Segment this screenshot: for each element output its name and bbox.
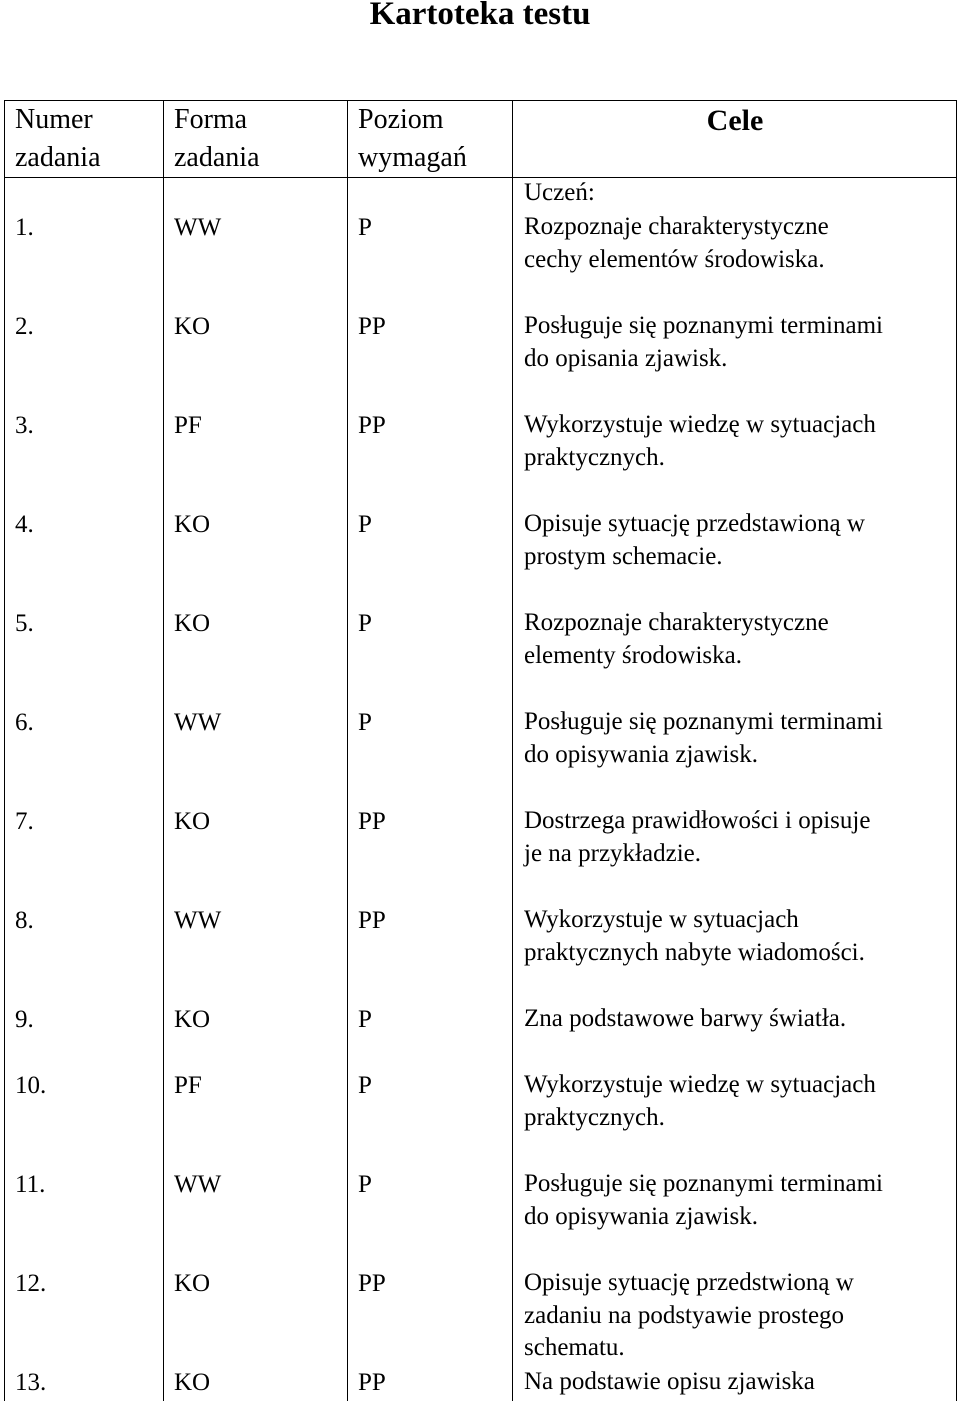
task-form: WW	[174, 214, 222, 241]
task-number: 11.	[15, 1171, 46, 1198]
task-level: PP	[358, 412, 386, 439]
task-number: 3.	[15, 412, 34, 439]
task-goal: Rozpoznaje charakterystyczne cechy elementów środowiska.	[524, 213, 829, 273]
header-numer: Numer zadania	[15, 104, 101, 173]
task-level: PP	[358, 808, 386, 835]
task-level: PP	[358, 907, 386, 934]
task-goal: Opisuje sytuację przedstwioną w zadaniu na podstyawie prostego schematu.	[524, 1269, 854, 1361]
task-form: KO	[174, 1270, 211, 1297]
task-number: 13.	[15, 1369, 47, 1396]
task-form: WW	[174, 709, 222, 736]
task-form: KO	[174, 1006, 211, 1033]
task-goal: Posługuje się poznanymi terminami do opisania zjawisk.	[524, 312, 883, 372]
task-form: PF	[174, 412, 202, 439]
task-form: WW	[174, 907, 222, 934]
task-number: 7.	[15, 808, 34, 835]
task-level: P	[358, 610, 372, 637]
column-divider-1	[163, 100, 164, 1401]
task-level: P	[358, 1171, 372, 1198]
task-goal: Rozpoznaje charakterystyczne elementy środowiska.	[524, 609, 829, 669]
task-form: KO	[174, 511, 211, 538]
task-level: PP	[358, 1270, 386, 1297]
column-divider-2	[347, 100, 348, 1401]
task-goal: Dostrzega prawidłowości i opisuje je na przykładzie.	[524, 807, 871, 867]
task-form: KO	[174, 313, 211, 340]
task-goal: Na podstawie opisu zjawiska	[524, 1368, 815, 1395]
task-number: 12.	[15, 1270, 47, 1297]
task-number: 5.	[15, 610, 34, 637]
table-border-left	[4, 100, 5, 1401]
task-level: PP	[358, 313, 386, 340]
task-number: 9.	[15, 1006, 34, 1033]
task-level: P	[358, 511, 372, 538]
task-number: 2.	[15, 313, 34, 340]
task-number: 4.	[15, 511, 34, 538]
task-number: 6.	[15, 709, 34, 736]
task-form: KO	[174, 610, 211, 637]
task-goal: Opisuje sytuację przedstawioną w prostym schemacie.	[524, 510, 865, 570]
task-form: WW	[174, 1171, 222, 1198]
task-level: P	[358, 214, 372, 241]
task-number: 10.	[15, 1072, 47, 1099]
task-level: P	[358, 709, 372, 736]
task-goal: Wykorzystuje wiedzę w sytuacjach praktycznych.	[524, 411, 876, 471]
page-title: Kartoteka testu	[369, 0, 591, 32]
task-level: P	[358, 1072, 372, 1099]
task-goal: Wykorzystuje wiedzę w sytuacjach praktycznych.	[524, 1071, 876, 1131]
task-number: 8.	[15, 907, 34, 934]
goals-intro: Uczeń:	[524, 179, 595, 206]
task-goal: Posługuje się poznanymi terminami do opisywania zjawisk.	[524, 1170, 883, 1230]
task-number: 1.	[15, 214, 34, 241]
table-border-right	[956, 100, 957, 1401]
column-divider-3	[512, 100, 513, 1401]
task-goal: Wykorzystuje w sytuacjach praktycznych nabyte wiadomości.	[524, 906, 865, 966]
task-goal: Posługuje się poznanymi terminami do opisywania zjawisk.	[524, 708, 883, 768]
task-goal: Zna podstawowe barwy światła.	[524, 1005, 847, 1032]
task-form: KO	[174, 1369, 211, 1396]
task-form: PF	[174, 1072, 202, 1099]
header-poziom: Poziom wymagań	[358, 104, 467, 173]
task-form: KO	[174, 808, 211, 835]
header-cele: Cele	[706, 104, 764, 137]
task-level: P	[358, 1006, 372, 1033]
task-level: PP	[358, 1369, 386, 1396]
header-forma: Forma zadania	[174, 104, 260, 173]
